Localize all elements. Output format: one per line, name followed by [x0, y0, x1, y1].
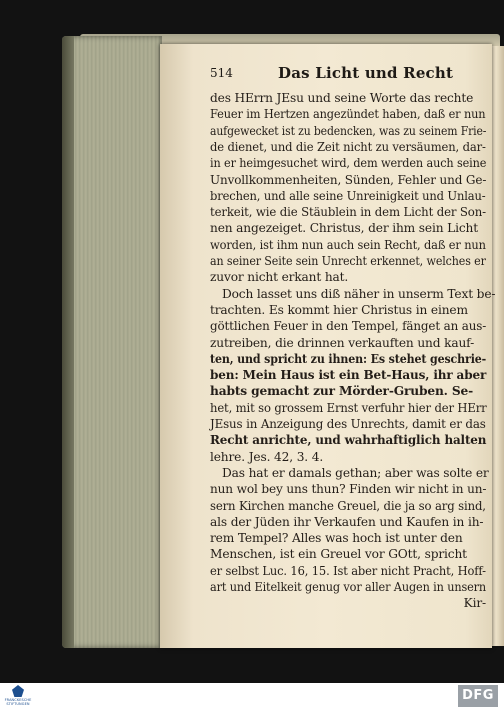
text-line: ten, und spricht zu ihnen: Es stehet geschrie-	[210, 351, 487, 366]
text-line: ben: Mein Haus ist ein Bet-Haus, ihr aber	[210, 368, 487, 383]
text-line: art und Eitelkeit genug vor aller Augen in unsern	[210, 580, 487, 594]
library-caption: FRANCKESCHE STIFTUNGEN	[4, 698, 32, 706]
text-line: de dienet, und die Zeit nicht zu versäumen, dar-	[210, 139, 486, 154]
text-line: nun wol bey uns thun? Finden wir nicht in un-	[210, 482, 487, 497]
text-line: Feuer im Hertzen angezündet haben, daß er nun	[210, 107, 486, 122]
text-line: Kir-	[463, 596, 486, 611]
text-line: nen angezeiget. Christus, der ihm sein Licht	[210, 221, 478, 236]
page-header	[210, 66, 486, 86]
text-line: göttlichen Feuer in den Tempel, fänget an aus-	[210, 319, 487, 334]
text-line: brechen, und alle seine Unreinigkeit und Unlau-	[210, 188, 486, 203]
footer-bar	[0, 683, 504, 709]
text-line: sern Kirchen manche Greuel, die ja so arg sind,	[210, 498, 486, 513]
text-line: lehre. Jes. 42, 3. 4.	[210, 449, 324, 464]
text-line: het, mit so grossem Ernst verfuhr hier der HErr	[210, 400, 487, 415]
text-line: JEsus in Anzeigung des Unrechts, damit er das	[210, 417, 486, 431]
text-line: rem Tempel? Alles was hoch ist unter den	[210, 531, 463, 546]
text-line: worden, ist ihm nun auch sein Recht, daß er nun	[210, 237, 486, 252]
text-line: Doch lasset uns diß näher in unserm Text be-	[222, 286, 496, 301]
body-text	[210, 90, 496, 620]
text-line: aufgewecket ist zu bedencken, was zu seinem Frie-	[210, 123, 487, 138]
text-line: Unvollkommenheiten, Sünden, Fehler und Ge-	[210, 172, 487, 187]
text-line: zutreiben, die drinnen verkauften und kauf-	[210, 335, 475, 350]
text-line: zuvor nicht erkant hat.	[210, 270, 349, 285]
text-line: er selbst Luc. 16, 15. Ist aber nicht Pracht, Hoff-	[210, 563, 486, 578]
text-line: an seiner Seite sein Unrecht erkennet, welches er	[210, 254, 486, 268]
text-line: Menschen, ist ein Greuel vor GOtt, spricht	[210, 547, 467, 562]
text-line: in er heimgesuchet wird, dem werden auch seine	[210, 156, 487, 171]
page-number: 514	[210, 66, 233, 80]
text-line: habts gemacht zur Mörder-Gruben. Se-	[210, 384, 474, 399]
book-spine-shadow	[62, 36, 74, 648]
book-page-edges	[62, 36, 162, 648]
running-title: Das Licht und Recht	[278, 64, 454, 82]
dfg-logo: DFG	[458, 685, 498, 707]
text-line: des HErrn JEsu und seine Worte das rechte	[210, 91, 474, 105]
text-line: terkeit, wie die Stäublein in dem Licht der Son-	[210, 205, 486, 220]
library-emblem-icon	[12, 685, 24, 697]
text-line: trachten. Es kommt hier Christus in einem	[210, 302, 468, 317]
text-line: als der Jüden ihr Verkaufen und Kaufen in ih-	[210, 514, 484, 529]
text-line: Recht anrichte, und wahrhaftiglich halten	[210, 433, 487, 448]
text-line: Das hat er damals gethan; aber was solte er	[222, 465, 489, 480]
library-logo	[4, 685, 32, 707]
